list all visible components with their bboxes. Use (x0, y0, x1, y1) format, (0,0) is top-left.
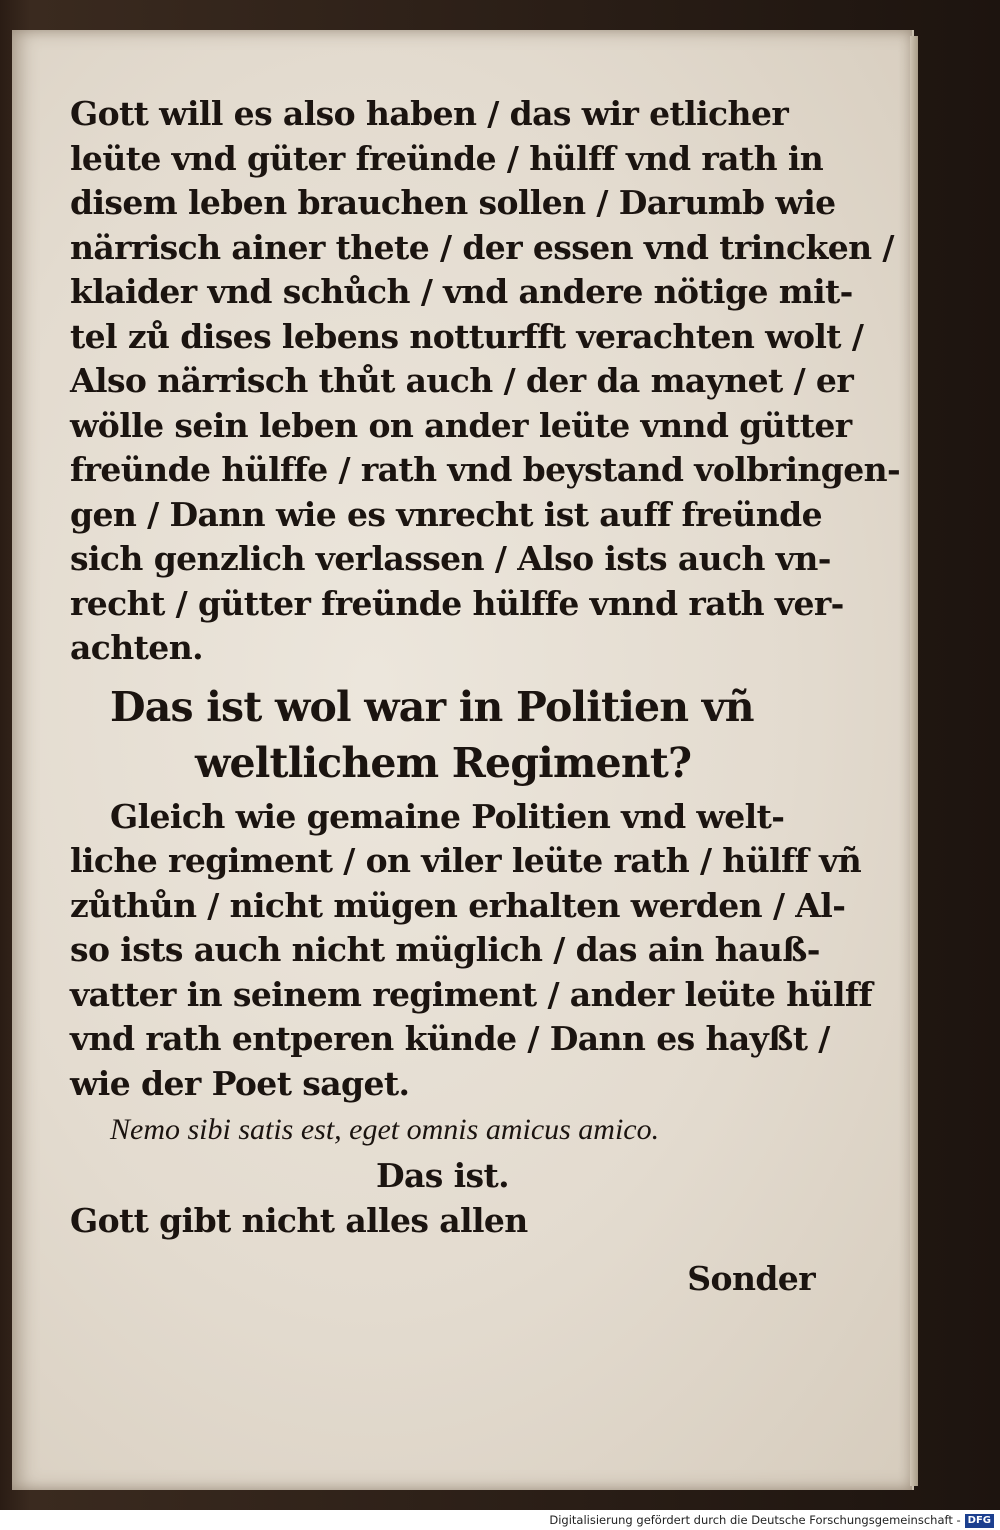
text-line: vatter in seinem regiment / ander leüte hülff (70, 974, 873, 1014)
text-line: zůthůn / nicht mügen erhalten werden / Al- (70, 885, 846, 925)
text-line: wölle sein leben on ander leüte vnnd gütter (70, 405, 852, 445)
text-line: wie der Poet saget. (70, 1063, 410, 1103)
text-line: klaider vnd schůch / vnd andere nötige mit- (70, 272, 853, 311)
text-line: närrisch ainer thete / der essen vnd trincken / (70, 227, 894, 267)
footer-bar (0, 1510, 1000, 1530)
text-line: liche regiment / on viler leüte rath / hülff vñ (70, 841, 862, 880)
text-line: Gott will es also haben / das wir etlicher (70, 94, 789, 133)
paragraph-2 (70, 795, 873, 1107)
heading-line: Das ist wol war in Politien vñ (110, 682, 754, 731)
text-line: achten. (70, 628, 203, 667)
section-heading (70, 679, 815, 791)
text-line: sich genzlich verlassen / Also ists auch vn- (70, 539, 831, 578)
dfg-logo-icon: DFG (965, 1514, 994, 1528)
paragraph-1 (70, 92, 901, 671)
catchword: Sonder (687, 1259, 815, 1298)
text-line: gen / Dann wie es vnrecht ist auff freünde (70, 494, 822, 534)
text-line: Gleich wie gemaine Politien vnd welt- (110, 796, 785, 836)
footer-text: Digitalisierung gefördert durch die Deutsche Forschungsgemeinschaft - (549, 1513, 961, 1527)
text-line: vnd rath entperen künde / Dann es hayßt / (70, 1019, 830, 1058)
page-text (70, 92, 901, 1302)
das-ist-line: Das ist. (375, 1156, 510, 1195)
text-line: freünde hülffe / rath vnd beystand volbringen- (70, 450, 901, 489)
latin-quote: Nemo sibi satis est, eget omnis amicus amico. (110, 1113, 660, 1146)
text-line: so ists auch nicht müglich / das ain hauß- (70, 930, 820, 969)
heading-line: weltlichem Regiment? (195, 738, 692, 787)
text-line: Also närrisch thůt auch / der da maynet / er (70, 361, 854, 400)
closing-line: Gott gibt nicht alles allen (70, 1200, 528, 1240)
book-page (12, 30, 912, 1490)
text-line: leüte vnd güter freünde / hülff vnd rath in (70, 138, 824, 178)
text-line: recht / gütter freünde hülffe vnnd rath ver- (70, 583, 844, 623)
text-line: tel zů dises lebens notturfft verachten wolt / (70, 316, 864, 356)
text-line: disem leben brauchen sollen / Darumb wie (70, 183, 836, 222)
